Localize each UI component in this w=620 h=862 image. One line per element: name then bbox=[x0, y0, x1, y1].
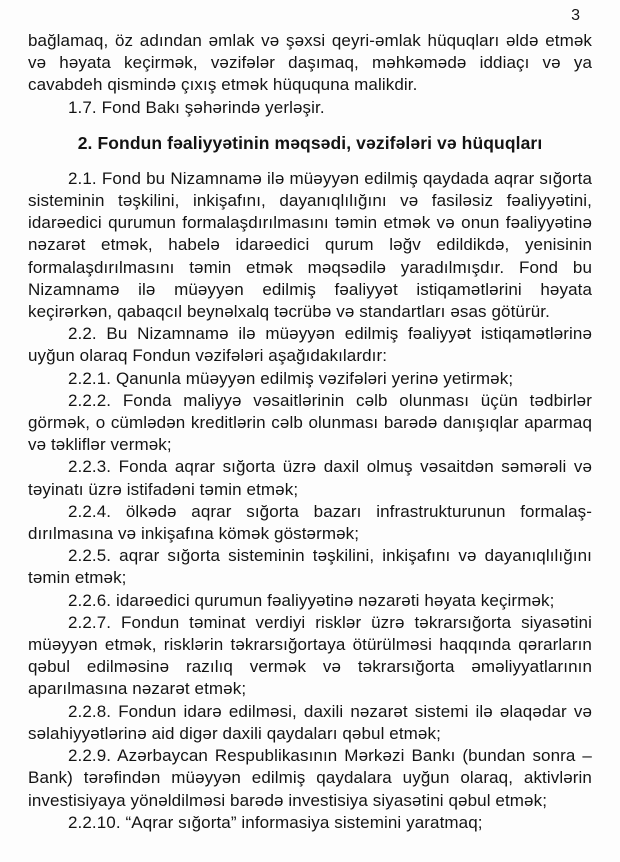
para-2-2-4: 2.2.4. ölkədə aqrar sığorta bazarı infrastrukturunun formalaş-dırılmasına və inkişafına kömək göstərmək; bbox=[28, 501, 592, 544]
para-2-2-8: 2.2.8. Fondun idarə edilməsi, daxili nəzarət sistemi ilə əlaqədar və səlahiyyətlərinə aid digər daxili qaydaları qəbul etmək; bbox=[28, 701, 592, 743]
para-2-2-3: 2.2.3. Fonda aqrar sığorta üzrə daxil olmuş vəsaitdən səmərəli və təyinatı üzrə istifadəni təmin etmək; bbox=[28, 457, 592, 499]
para-1-6-continuation: bağlamaq, öz adından əmlak və şəxsi qeyri-əmlak hüquqları əldə etmək və həyata keçirmək, vəzifələr daşımaq, məhkəmədə iddiaçı və ya cavabdeh qismində çıxış etmək hüququna malikdir. bbox=[28, 31, 592, 95]
para-2-2-1: 2.2.1. Qanunla müəyyən edilmiş vəzifələri yerinə yetirmək; bbox=[68, 368, 514, 388]
section-heading: 2. Fondun fəaliyyətinin məqsədi, vəzifələri və hüquqları bbox=[77, 132, 543, 153]
para-2-2-10: 2.2.10. “Aqrar sığorta” informasiya sistemini yaratmaq; bbox=[68, 812, 483, 832]
para-2-2-7: 2.2.7. Fondun təminat verdiyi risklər üzrə təkrarsığorta siyasətini müəyyən etmək, risklərin təkrarsığortaya ötürülməsi haqqında qərarların qəbul edilməsinə razılıq vermək və təkrarsığorta əməliyyatlarının aparılmasına nəzarət etmək; bbox=[28, 612, 592, 699]
para-2-2-2: 2.2.2. Fonda maliyyə vəsaitlərinin cəlb olunması üçün tədbirlər görmək, o cümlədən kreditlərin cəlb olunması barədə danışıqlar aparmaq və təkliflər vermək; bbox=[28, 390, 592, 455]
para-2-2: 2.2. Bu Nizamnamə ilə müəyyən edilmiş fəaliyyət istiqamətlərinə uyğun olaraq Fondun vəzifələri aşağıdakılardır: bbox=[28, 324, 592, 366]
document-body bbox=[28, 30, 592, 834]
para-2-2-6: 2.2.6. idarəedici qurumun fəaliyyətinə nəzarəti həyata keçirmək; bbox=[68, 590, 555, 610]
para-1-7: 1.7. Fond Bakı şəhərində yerləşir. bbox=[68, 97, 325, 117]
para-2-2-9: 2.2.9. Azərbaycan Respublikasının Mərkəzi Bankı (bundan sonra – Bank) tərəfindən müəyyən edilmiş qaydalara uyğun olaraq, aktivlərin investisiyaya yönəldilməsi barədə investisiya siyasətini qəbul etmək; bbox=[28, 746, 592, 810]
para-2-1: 2.1. Fond bu Nizamnamə ilə müəyyən edilmiş qaydada aqrar sığorta sisteminin təşkilini, inkişafını, dayanıqlılığını və fasiləsiz fəaliyyətini, idarəedici qurumun formalaşdırılmasını təmin etmək və onun fəaliyyətinə nəzarət etmək, habelə idarəedici qurum ləğv edildikdə, yenisinin formalaşdırılmasını təmin etmək məqsədilə yaradılmışdır. Fond bu Nizamnamə ilə müəyyən edilmiş fəaliyyət istiqamətlərini həyata keçirərkən, qabaqcıl beynəlxalq təcrübə və standartları əsas götürür. bbox=[28, 168, 592, 322]
para-2-2-5: 2.2.5. aqrar sığorta sisteminin təşkilini, inkişafını və dayanıqlılığını təmin etmək; bbox=[28, 546, 592, 588]
page-number: 3 bbox=[571, 7, 580, 24]
